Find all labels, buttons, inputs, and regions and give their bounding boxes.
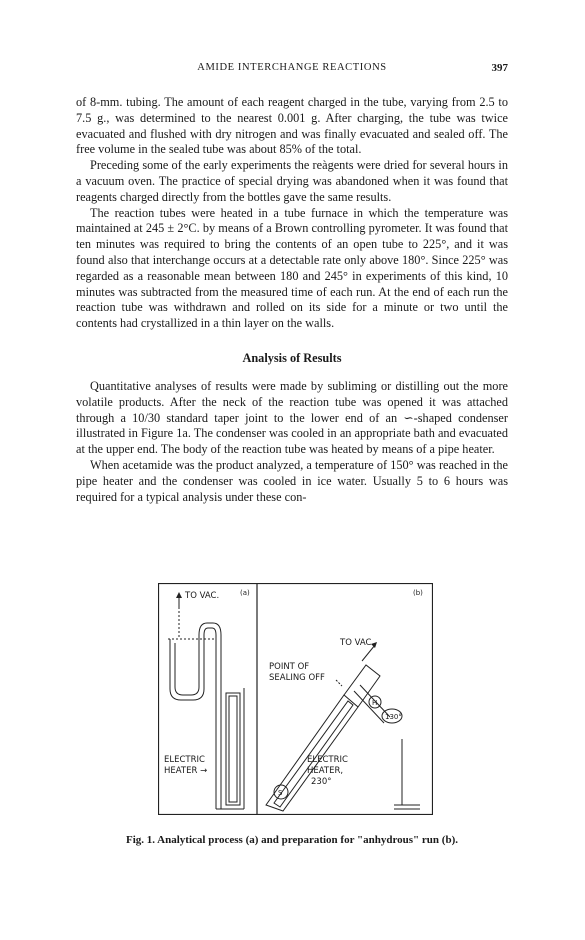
panel-b-sealing-line1: POINT OF: [269, 662, 310, 672]
panel-b-heater-line2: HEATER,: [307, 766, 344, 776]
running-title: AMIDE INTERCHANGE REACTIONS: [197, 62, 387, 73]
panel-b-h-mark: H: [372, 699, 378, 707]
apparatus-drawing: [158, 583, 433, 815]
panel-b-heater-line1: ELECTRIC: [307, 755, 348, 765]
paragraph-acetamide: When acetamide was the product analyzed, a temperature of 150° was reached in the pipe heater and the condenser was cooled in ice water. Usually 5 to 6 hours was required for a typical analysis under these con-: [76, 457, 508, 504]
figure-1: [158, 583, 433, 815]
panel-b-heater-line3: 230°: [311, 777, 332, 787]
running-head: [76, 62, 508, 76]
body-text: [76, 95, 508, 505]
panel-a-to-vac-label: TO VAC.: [185, 591, 220, 601]
paragraph-heating: The reaction tubes were heated in a tube furnace in which the temperature was maintained at 245 ± 2°C. by means of a Brown controlling pyrometer. It was found that ten minutes was required to bring the contents of an open tube to 225°, and it was found also that interchange occurs at a detectable rate only above 180°. Since 225° was regarded as a reasonable mean between 180 and 245° in experiments of this kind, 10 minutes was subtracted from the measured time of each run. At the end of each run the reaction tube was withdrawn and rolled on its side for a minute or two until the contents had crystallized in a thin layer on the walls.: [76, 205, 508, 331]
panel-b-sealing-line2: SEALING OFF: [269, 673, 325, 683]
panel-a-heater-line1: ELECTRIC: [164, 755, 205, 765]
panel-b-s-mark: S: [278, 789, 283, 797]
panel-a-heater-line2: HEATER →: [164, 766, 208, 776]
paragraph-drying: Preceding some of the early experiments the reàgents were dried for several hours in a vacuum oven. The practice of special drying was abandoned when it was found that reagents charged directly from the bottles gave the same results.: [76, 158, 508, 204]
paragraph-continued: of 8-mm. tubing. The amount of each reagent charged in the tube, varying from 2.5 to 7.5 g., was determined to the nearest 0.001 g. After charging, the tube was twice evacuated and flushed with dry nitrogen and was finally evacuated and sealed off. The free volume in the sealed tube was about 85% of the total.: [76, 95, 508, 157]
panel-b-to-vac-label: TO VAC.: [340, 638, 375, 648]
panel-a-label: (a): [240, 589, 250, 597]
section-heading: Analysis of Results: [242, 350, 342, 365]
page-number: 397: [491, 62, 508, 74]
figure-caption: Fig. 1. Analytical process (a) and preparation for "anhydrous" run (b).: [126, 834, 458, 846]
panel-a-drawing: [168, 592, 244, 809]
paragraph-analysis: Quantitative analyses of results were made by subliming or distilling out the more volatile products. After the neck of the reaction tube was opened it was attached through a 10/30 standard taper joint to the lower end of an ∽-shaped condenser illustrated in Figure 1a. The condenser was cooled in an appropriate bath and evacuated at the upper end. The body of the reaction tube was heated by means of a pipe heater.: [76, 378, 508, 457]
panel-b-label: (b): [413, 589, 423, 597]
panel-b-130-mark: 130°: [385, 713, 402, 721]
